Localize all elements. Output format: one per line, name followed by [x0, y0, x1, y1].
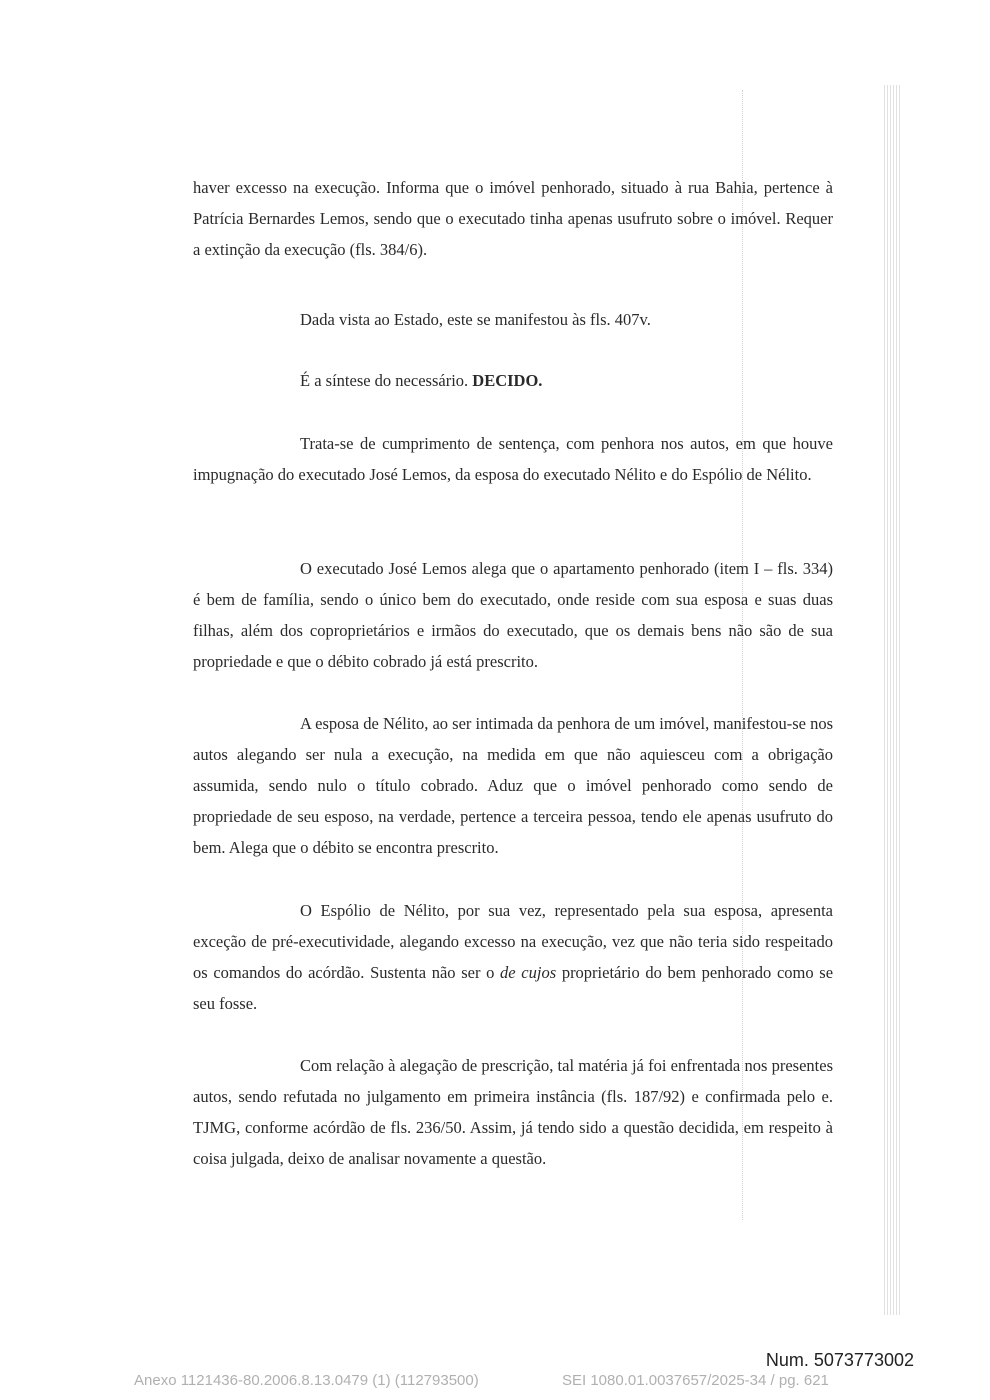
paragraph-5: O executado José Lemos alega que o apartamento penhorado (item I – fls. 334) é bem de família, sendo o único bem do executado, onde reside com sua esposa e suas duas filhas, além dos coproprietários e irmãos do executado, que os demais bens não são de sua propriedade e que o débito cobrado já está prescrito. — [193, 559, 833, 671]
espolio-text-end: proprietário do bem penhorado como se seu fosse. — [193, 963, 834, 1013]
paragraph-2: Dada vista ao Estado, este se manifestou às fls. 407v. — [300, 310, 651, 329]
synthesis-text: É a síntese do necessário. — [300, 371, 469, 390]
decido-heading: DECIDO. — [472, 371, 543, 390]
paragraph-6: A esposa de Nélito, ao ser intimada da penhora de um imóvel, manifestou-se nos autos alegando ser nula a execução, na medida em que não aquiesceu com a obrigação assumida, sendo nulo o título cobrado. Aduz que o imóvel penhorado como sendo de propriedade de seu esposo, na verdade, pertence a terceira pessoa, tendo ele apenas usufruto do bem. Alega que o débito se encontra prescrito. — [193, 714, 833, 857]
footer-sei-reference: SEI 1080.01.0037657/2025-34 / pg. 621 — [562, 1372, 829, 1389]
document-number: Num. 5073773002 — [765, 1350, 914, 1370]
paragraph-7 — [193, 895, 833, 1019]
espolio-text: O Espólio de Nélito, por sua vez, representado pela sua esposa, apresenta exceção de pré-executividade, alegando excesso na execução, vez que não teria sido respeitado os comandos do acórdão. Sustenta não ser o — [193, 901, 833, 982]
de-cujos-term: de cujos — [500, 963, 557, 982]
footer-annex: Anexo 1121436-80.2006.8.13.0479 (1) (112793500) — [134, 1372, 479, 1389]
paragraph-4: Trata-se de cumprimento de sentença, com penhora nos autos, em que houve impugnação do executado José Lemos, da esposa do executado Nélito e do Espólio de Nélito. — [193, 434, 833, 484]
paragraph-8: Com relação à alegação de prescrição, tal matéria já foi enfrentada nos presentes autos, sendo refutada no julgamento em primeira instância (fls. 187/92) e confirmada pelo e. TJMG, conforme acórdão de fls. 236/50. Assim, já tendo sido a questão decidida, em respeito à coisa julgada, deixo de analisar novamente a questão. — [193, 1056, 833, 1168]
paragraph-3 — [193, 365, 833, 396]
paragraph-1: haver excesso na execução. Informa que o imóvel penhorado, situado à rua Bahia, pertence à Patrícia Bernardes Lemos, sendo que o executado tinha apenas usufruto sobre o imóvel. Requer a extinção da execução (fls. 384/6). — [193, 178, 833, 259]
scan-edge-artifact — [884, 85, 902, 1315]
